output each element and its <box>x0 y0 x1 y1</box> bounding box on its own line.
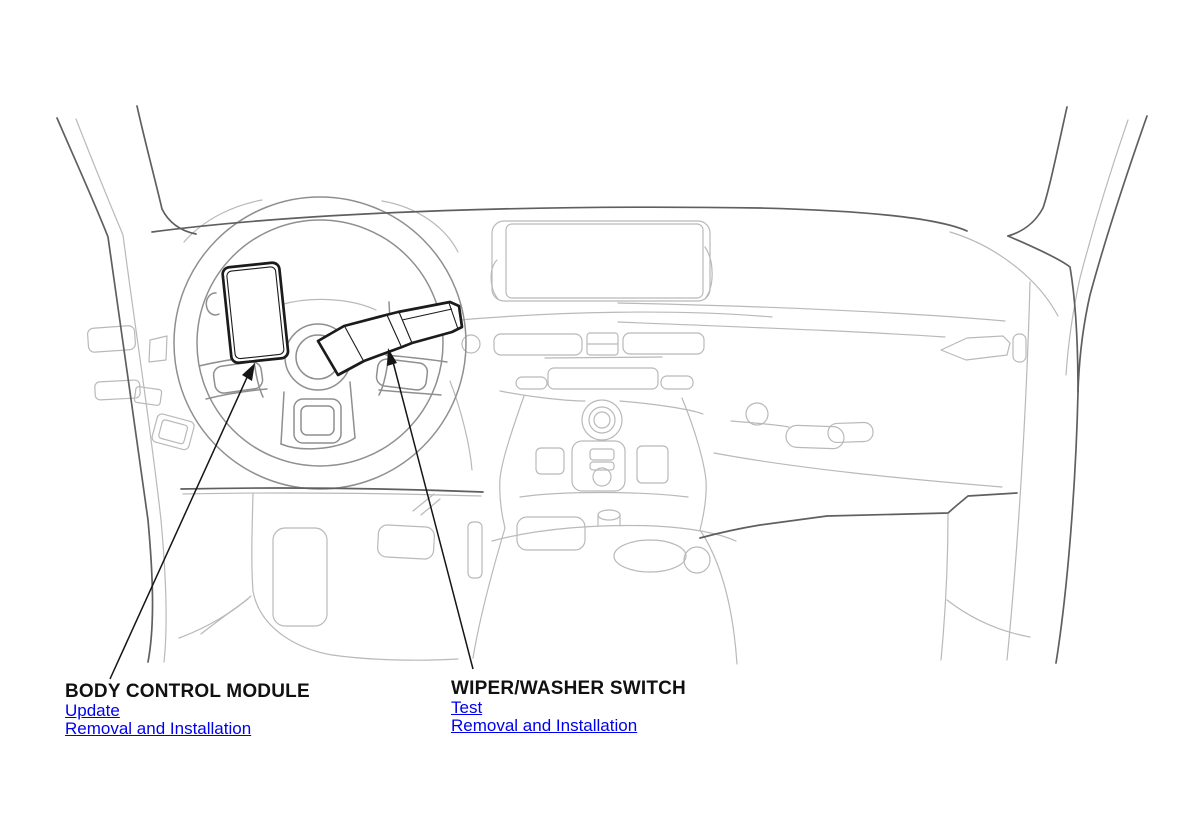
cabin-structure <box>57 106 1147 663</box>
bcm-link-update[interactable]: Update <box>65 701 120 720</box>
bcm-callout <box>65 681 310 738</box>
arrow-to-wiper-switch <box>387 348 473 669</box>
bcm-link-removal-installation[interactable]: Removal and Installation <box>65 719 252 738</box>
bcm-title: BODY CONTROL MODULE <box>65 681 310 702</box>
wiper-callout <box>451 678 686 735</box>
body-control-module-highlight <box>222 262 289 363</box>
wiper-link-removal-installation[interactable]: Removal and Installation <box>451 716 638 735</box>
wiper-title: WIPER/WASHER SWITCH <box>451 678 686 699</box>
wiper-link-test[interactable]: Test <box>451 698 483 717</box>
